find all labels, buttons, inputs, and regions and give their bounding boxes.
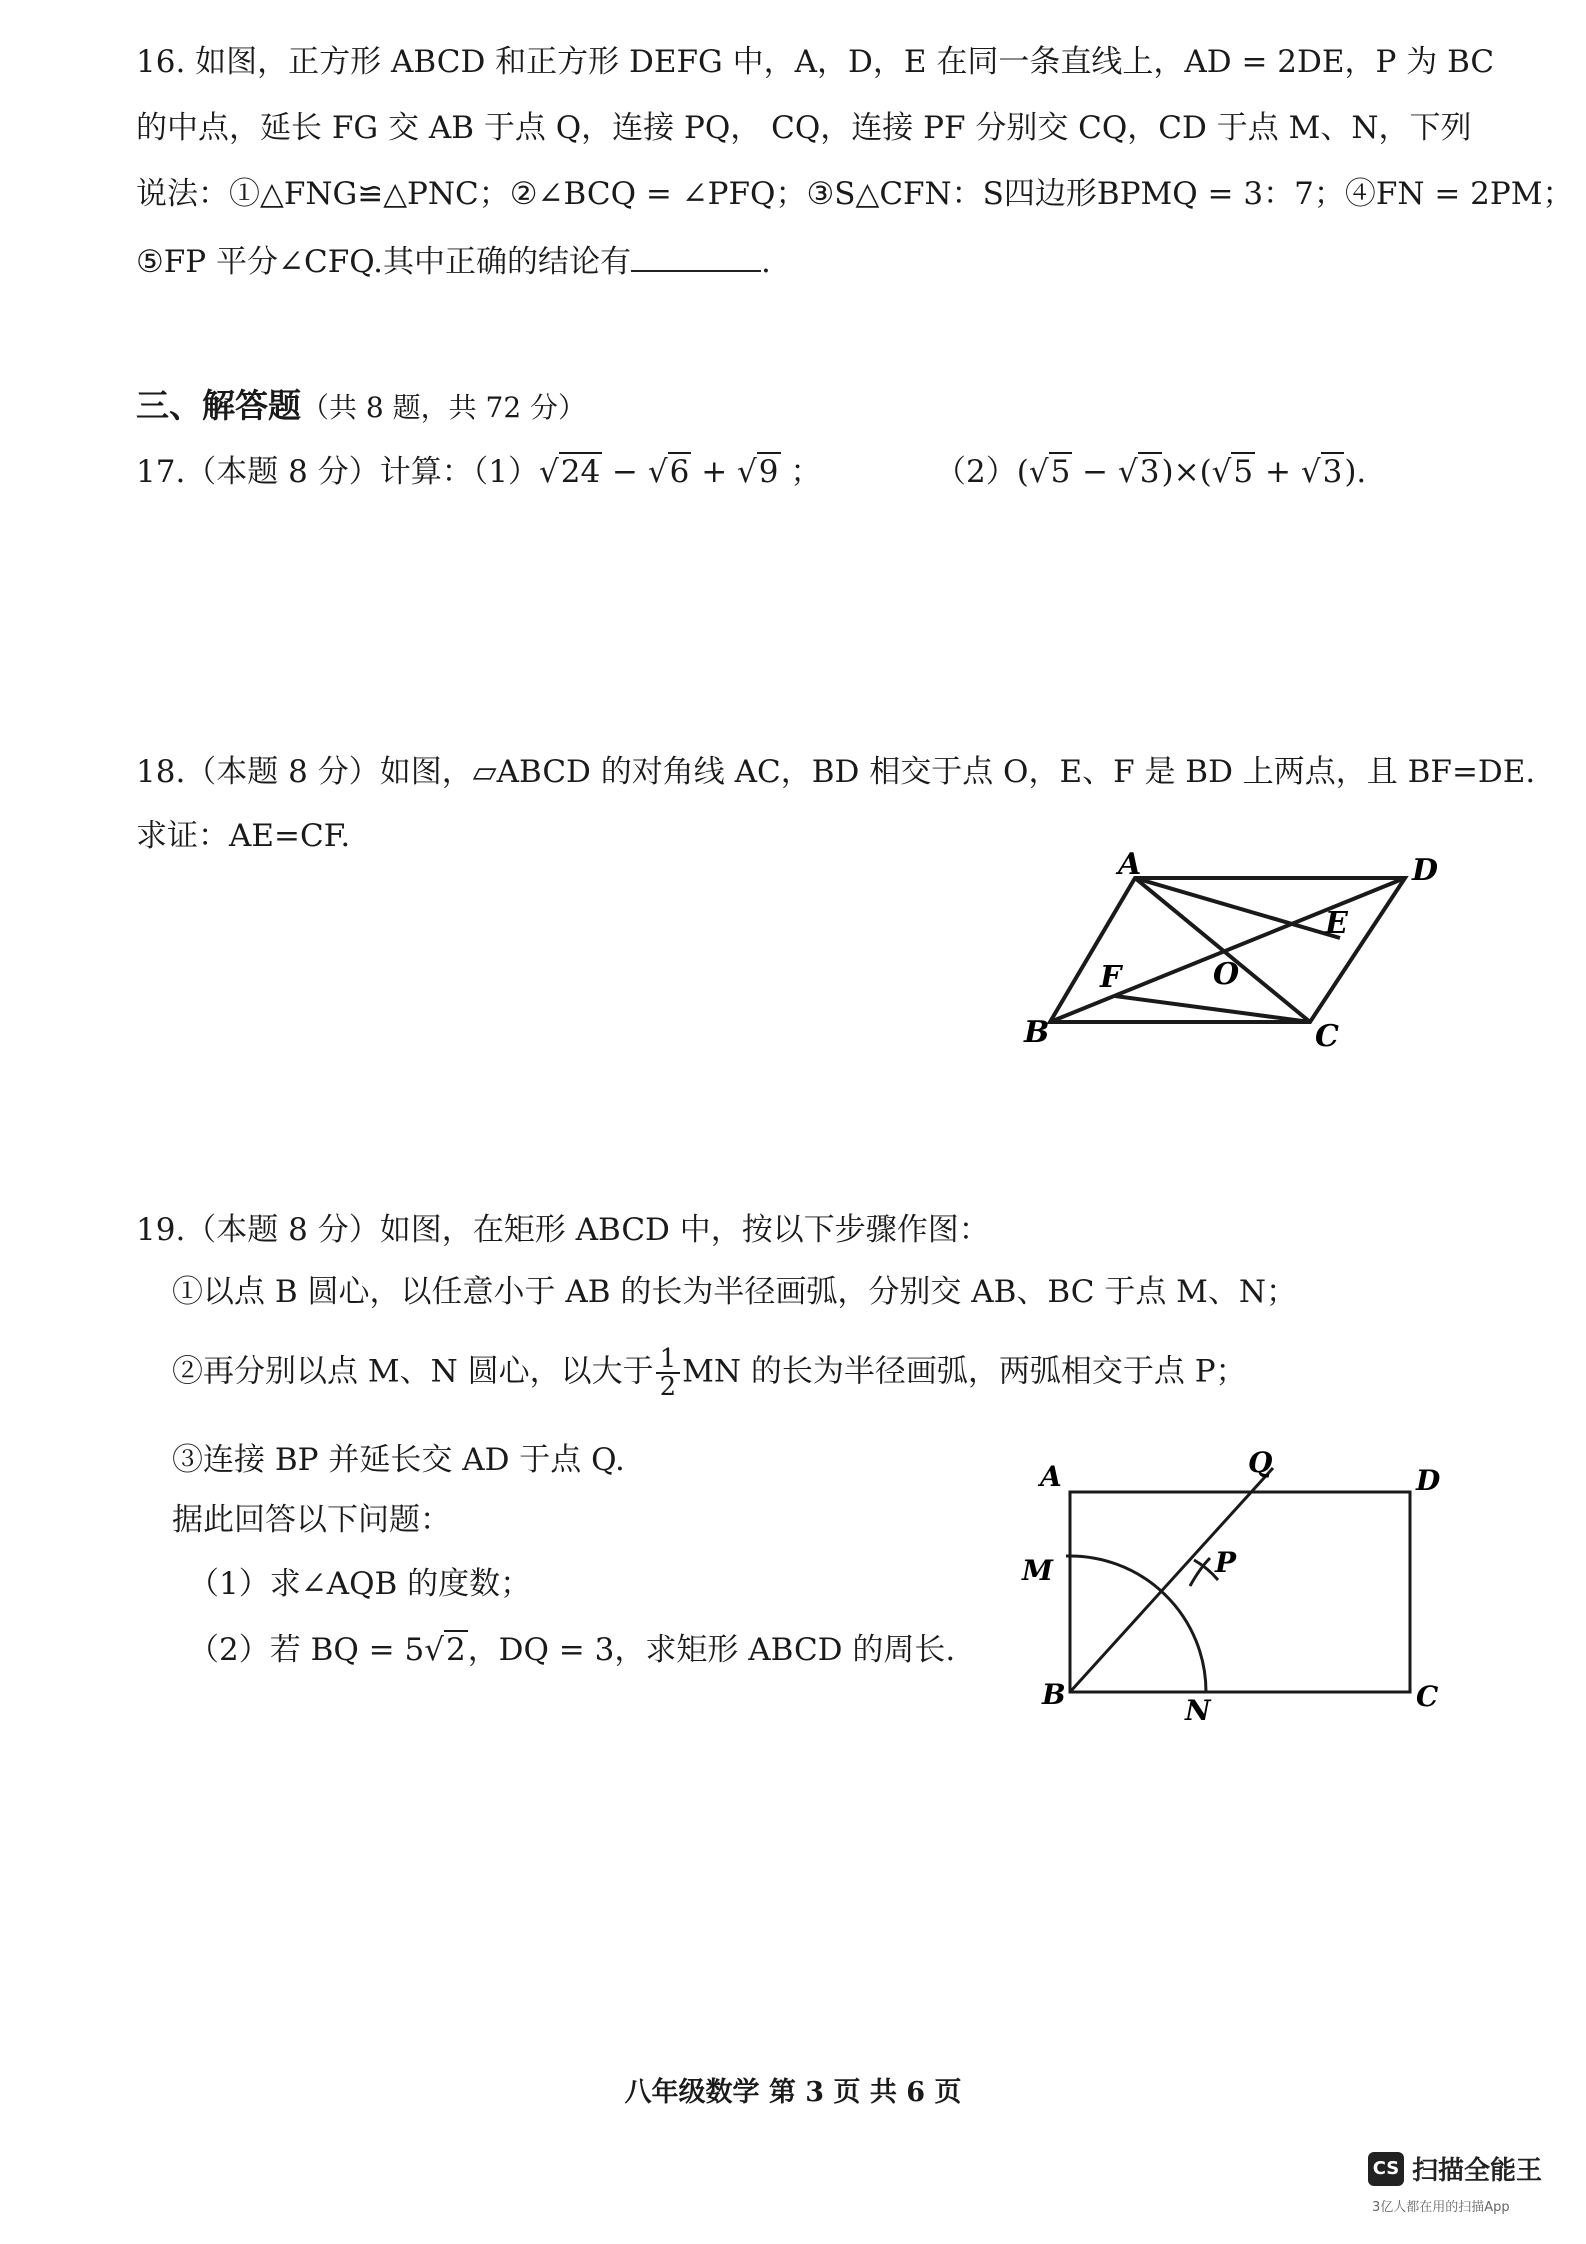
q17-p1-radicand-b: 6 (669, 454, 690, 490)
q17-p1-radicand-a: 24 (560, 454, 601, 490)
q19-ask: 据此回答以下问题： (172, 1502, 451, 1538)
q19-line1: 19.（本题 8 分）如图，在矩形 ABCD 中，按以下步骤作图： (136, 1212, 990, 1248)
label-c: C (1416, 1680, 1439, 1713)
cs-logo-icon: CS (1368, 2152, 1404, 2186)
label-q: Q (1248, 1450, 1273, 1479)
q17-part2: （2）(√5 − √3)×(√5 + √3). (935, 454, 1367, 490)
q18-line2: 求证：AE=CF. (136, 818, 351, 854)
q16-line3: 说法：①△FNG≌△PNC；②∠BCQ = ∠PFQ；③S△CFN：S四边形BPMQ = 3：7；④FN = 2PM； (136, 176, 1574, 212)
label-f: F (1100, 960, 1122, 995)
q17-part2-prefix: （2） (935, 454, 1017, 490)
q19-step3: ③连接 BP 并延长交 AD 于点 Q. (172, 1442, 625, 1478)
rectangle-abcd (1070, 1492, 1410, 1692)
diagonal-bd (1050, 878, 1405, 1022)
q19-sub2-prefix: （2）若 BQ = 5 (188, 1632, 425, 1668)
q17-p2-d: 3 (1322, 454, 1343, 490)
rectangle-figure (1010, 1450, 1470, 1740)
label-b: B (1042, 1678, 1066, 1711)
q19-sub2-root: 2 (445, 1632, 466, 1668)
q19-step2-suffix: MN 的长为半径画弧，两弧相交于点 P； (682, 1353, 1247, 1390)
q16-line4-end: . (760, 244, 771, 280)
watermark-name: 扫描全能王 (1412, 2156, 1543, 2186)
page-footer: 八年级数学 第 3 页 共 6 页 (624, 2077, 962, 2108)
q19-sub1: （1）求∠AQB 的度数； (188, 1566, 532, 1602)
q17-p1-radicand-c: 9 (758, 454, 779, 490)
segment-ae (1135, 878, 1340, 938)
q17-prefix: 17.（本题 8 分）计算：（1） (136, 454, 539, 490)
fraction-num: 1 (656, 1346, 681, 1374)
segment-bpq (1070, 1468, 1273, 1692)
q16-line1: 16. 如图，正方形 ABCD 和正方形 DEFG 中，A，D，E 在同一条直线上，AD = 2DE，P 为 BC (136, 44, 1495, 80)
q19-sub2: （2）若 BQ = 5√2，DQ = 3，求矩形 ABCD 的周长. (188, 1632, 956, 1668)
label-n: N (1185, 1694, 1211, 1727)
section-title: 三、解答题 (136, 386, 301, 425)
fraction-half (656, 1346, 681, 1400)
label-d: D (1416, 1464, 1441, 1497)
q17-line: 17.（本题 8 分）计算：（1）√24 − √6 + √9 ； (136, 454, 822, 490)
answer-blank (631, 244, 761, 272)
q16-line2: 的中点，延长 FG 交 AB 于点 Q，连接 PQ， CQ，连接 PF 分别交 CQ，CD 于点 M、N，下列 (136, 110, 1472, 146)
q19-step1: ①以点 B 圆心，以任意小于 AB 的长为半径画弧，分别交 AB、BC 于点 M、N； (172, 1274, 1298, 1310)
q18-line1: 18.（本题 8 分）如图，▱ABCD 的对角线 AC，BD 相交于点 O，E、F 是 BD 上两点，且 BF=DE. (136, 754, 1536, 790)
q17-p2-a: 5 (1050, 454, 1071, 490)
fraction-den: 2 (659, 1372, 677, 1402)
label-o: O (1213, 957, 1240, 992)
scanner-watermark (1368, 2146, 1568, 2226)
label-b: B (1024, 1015, 1050, 1050)
label-c: C (1315, 1019, 1339, 1050)
label-e: E (1325, 906, 1348, 941)
q16-line4-text: ⑤FP 平分∠CFQ.其中正确的结论有 (136, 244, 631, 280)
label-a: A (1118, 850, 1142, 882)
q19-sub2-suffix: ，DQ = 3，求矩形 ABCD 的周长. (467, 1632, 956, 1668)
label-p: P (1215, 1546, 1237, 1579)
q17-p2-c: 5 (1233, 454, 1254, 490)
section-note: （共 8 题，共 72 分） (301, 391, 587, 424)
label-m: M (1022, 1554, 1053, 1587)
label-d: D (1412, 853, 1439, 888)
q17-p2-b: 3 (1139, 454, 1160, 490)
section-heading (136, 380, 586, 427)
q19-step2 (172, 1346, 1247, 1400)
q19-step2-prefix: ②再分别以点 M、N 圆心，以大于 (172, 1353, 654, 1390)
watermark-tagline: 3亿人都在用的扫描App (1372, 2200, 1510, 2215)
parallelogram-figure (1000, 850, 1480, 1050)
label-a: A (1040, 1460, 1062, 1493)
q16-line4 (136, 242, 771, 282)
